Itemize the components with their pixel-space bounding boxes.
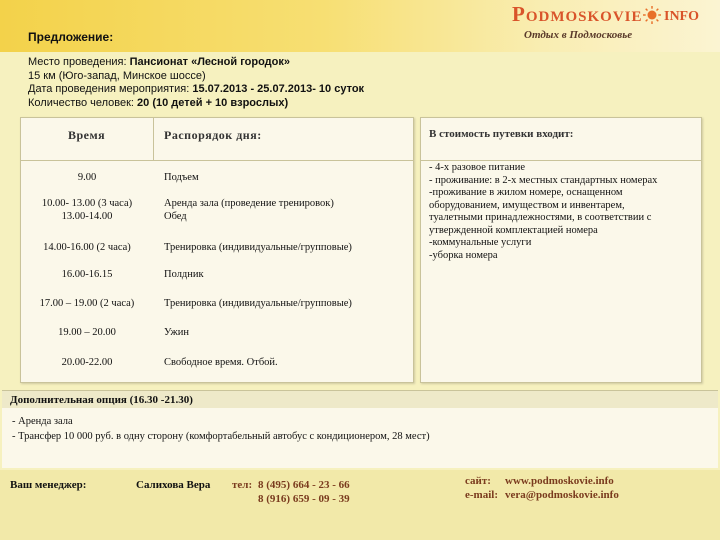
option-header: Дополнительная опция (16.30 -21.30) — [10, 394, 193, 406]
row-activity: Полдник — [164, 269, 204, 280]
column-divider — [153, 118, 154, 161]
option-item: - Аренда зала — [12, 416, 73, 427]
row-time: 10.00- 13.00 (3 часа) — [41, 198, 133, 209]
option-body — [2, 408, 718, 468]
header-divider — [21, 160, 413, 161]
included-item: утвержденной комплектацией номера — [429, 224, 598, 236]
included-panel — [420, 117, 702, 383]
included-item: -проживание в жилом номере, оснащенном — [429, 187, 623, 198]
row-activity: Обед — [164, 211, 187, 222]
included-item: - 4-х разовое питание — [429, 162, 526, 173]
row-time: 17.00 – 19.00 (2 часа) — [39, 298, 135, 309]
event-info — [28, 56, 364, 110]
included-divider — [421, 160, 701, 161]
row-activity: Тренировка (индивидуальные/групповые) — [164, 242, 352, 253]
phone-1[interactable]: 8 (495) 664 - 23 - 66 — [258, 479, 350, 491]
included-item: туалетными принадлежностями, в соответствии с — [429, 212, 652, 223]
phone-2[interactable]: 8 (916) 659 - 09 - 39 — [258, 493, 350, 505]
row-activity: Ужин — [164, 327, 190, 338]
site-link[interactable]: www.podmoskovie.info — [505, 475, 614, 487]
time-header: Время — [68, 128, 106, 142]
included-item: - проживание: в 2-х местных стандартных номерах — [429, 174, 658, 186]
logo-tagline: Отдых в Подмосковье — [524, 29, 633, 41]
schedule-table — [20, 117, 414, 383]
row-activity: Подъем — [164, 172, 199, 183]
included-header: В стоимость путевки входит: — [429, 128, 574, 140]
row-activity: Аренда зала (проведение тренировок) — [164, 198, 334, 209]
sun-icon — [643, 6, 661, 24]
tel-label: тел: — [232, 479, 253, 491]
row-time: 19.00 – 20.00 — [58, 327, 116, 338]
row-time: 14.00-16.00 (2 часа) — [43, 242, 131, 253]
email-label: e-mail: — [465, 489, 498, 501]
people-line: Количество человек: 20 (10 детей + 10 взрослых) — [28, 96, 289, 109]
logo-info-text: info — [664, 3, 699, 25]
email-link[interactable]: vera@podmoskovie.info — [505, 489, 619, 501]
logo[interactable] — [512, 2, 717, 50]
site-label: сайт: — [465, 475, 491, 487]
location-line: 15 км (Юго-запад, Минское шоссе) — [28, 69, 206, 82]
logo-main-text: Podmoskovie — [512, 2, 643, 26]
included-list — [429, 162, 699, 262]
row-time: 20.00-22.00 — [61, 357, 113, 368]
page-title: Предложение: — [28, 30, 114, 44]
footer — [0, 470, 720, 540]
dates-line: Дата проведения мероприятия: 15.07.2013 - 25.07.2013- 10 суток — [28, 83, 365, 95]
activity-header: Распорядок дня: — [164, 128, 262, 142]
row-time: 16.00-16.15 — [61, 269, 113, 280]
row-activity: Свободное время. Отбой. — [164, 357, 278, 368]
row-time: 13.00-14.00 — [61, 211, 113, 222]
manager-name: Салихова Вера — [136, 479, 211, 491]
venue-line: Место проведения: Пансионат «Лесной городок» — [28, 56, 290, 68]
row-activity: Тренировка (индивидуальные/групповые) — [164, 298, 352, 309]
included-item: -коммунальные услуги — [429, 237, 532, 248]
included-item: -уборка номера — [429, 249, 498, 261]
included-item: оборудованием, имуществом и инвентарем, — [429, 199, 625, 211]
row-time: 9.00 — [77, 172, 97, 183]
option-item: - Трансфер 10 000 руб. в одну сторону (комфортабельный автобус с кондиционером, 28 мест) — [12, 431, 430, 442]
option-header-bar — [2, 390, 718, 410]
manager-label: Ваш менеджер: — [10, 479, 87, 491]
